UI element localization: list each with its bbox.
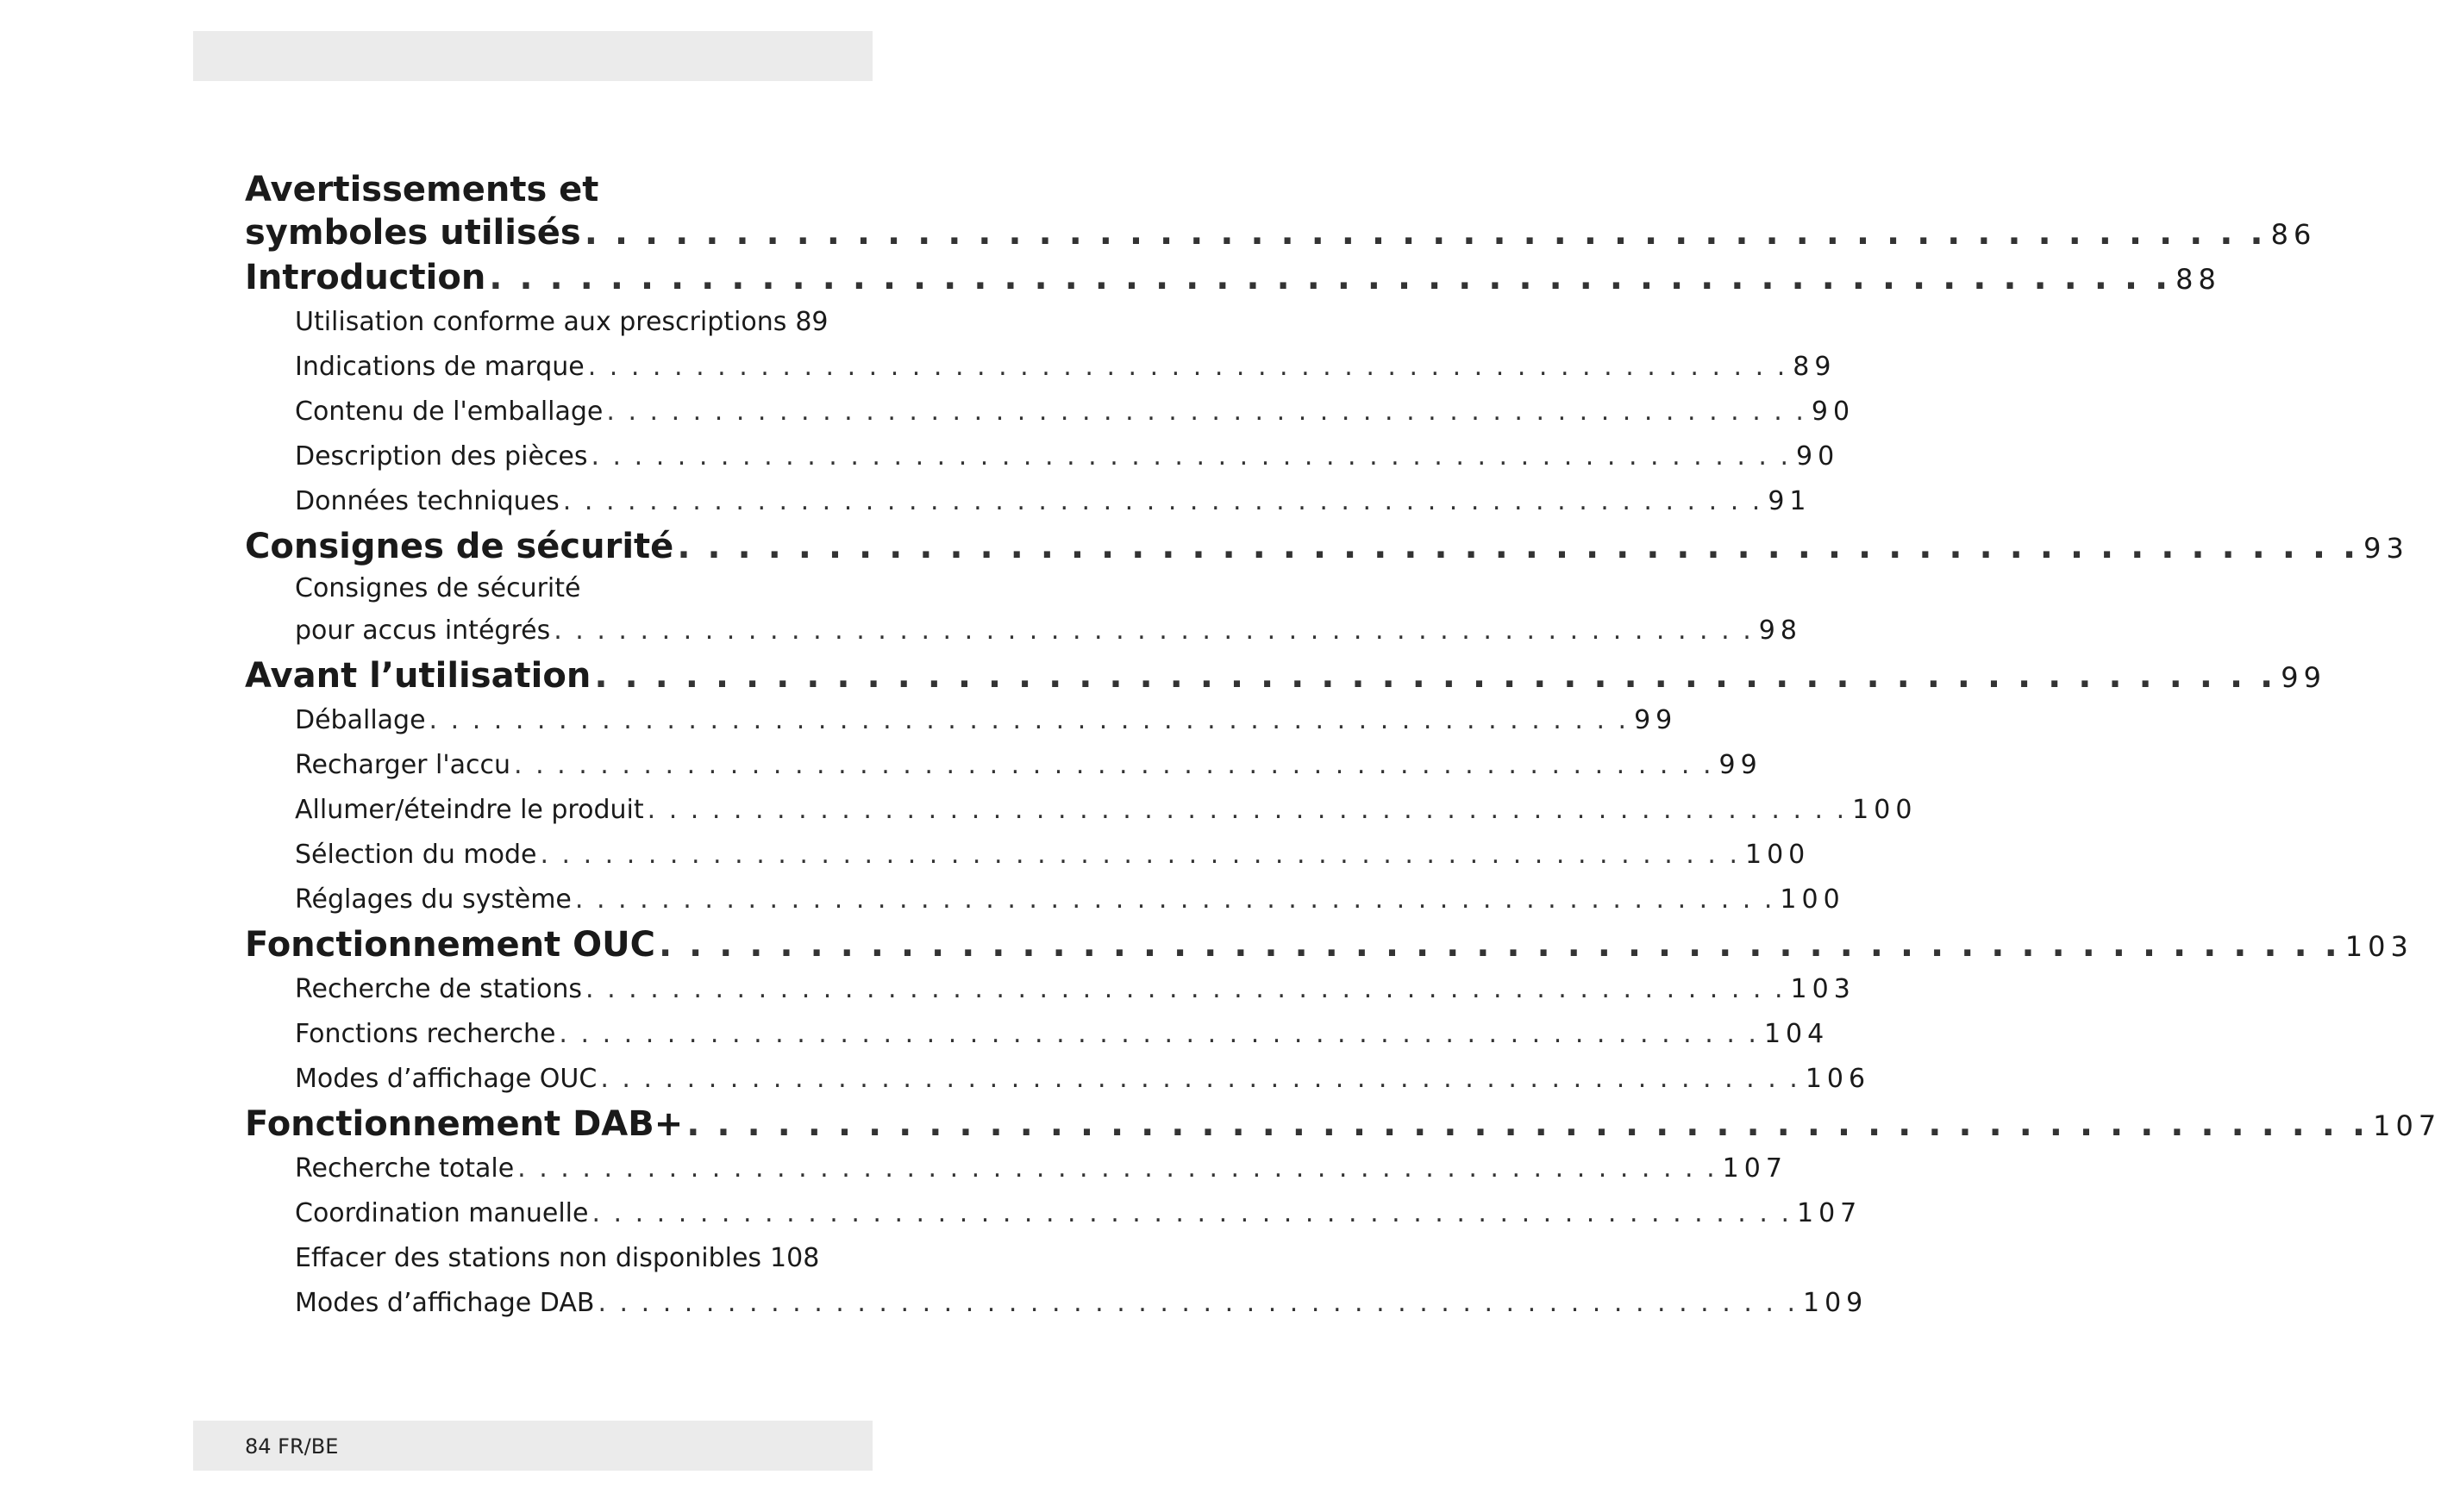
leader-dots — [429, 698, 1630, 743]
toc-heading-warnings[interactable] — [245, 210, 2317, 255]
toc-entry[interactable] — [245, 434, 1840, 479]
page-number: 91 — [1768, 486, 1812, 516]
toc-entry[interactable] — [245, 390, 1856, 434]
page-number: 103 — [2344, 930, 2413, 963]
leader-dots — [606, 390, 1806, 434]
heading-title: Fonctionnement OUC — [245, 925, 655, 965]
leader-dots — [591, 1191, 1792, 1236]
toc-entry[interactable] — [245, 1191, 1862, 1236]
entry-label: Utilisation conforme aux prescriptions — [295, 307, 787, 337]
heading-title: Avant l’utilisation — [245, 656, 591, 696]
leader-dots — [594, 653, 2275, 698]
entry-label: Recharger l'accu — [295, 750, 510, 780]
entry-label: Allumer/éteindre le produit — [295, 795, 644, 825]
leader-dots — [588, 345, 1788, 390]
toc-entry[interactable] — [245, 878, 1845, 922]
toc-entry[interactable] — [245, 698, 1678, 743]
toc-entry[interactable] — [245, 609, 1802, 653]
entry-label: Coordination manuelle — [295, 1198, 589, 1228]
page-number: 99 — [2281, 661, 2326, 694]
page-number: 88 — [2175, 263, 2221, 296]
toc-entry[interactable] — [245, 788, 1918, 833]
toc-entry[interactable] — [245, 479, 1812, 524]
toc-entry[interactable] — [245, 1057, 1871, 1102]
toc-heading-safety[interactable] — [245, 524, 2409, 569]
heading-title: symboles utilisés — [245, 213, 581, 253]
entry-label: Sélection du mode — [295, 840, 537, 870]
leader-dots — [559, 1012, 1759, 1057]
leader-dots — [489, 255, 2170, 300]
leader-dots — [575, 878, 1775, 922]
entry-label: Fonctions recherche — [295, 1019, 556, 1049]
page-number: 100 — [1780, 884, 1845, 915]
page-number: 93 — [2363, 532, 2409, 565]
page-number: 90 — [1811, 397, 1856, 427]
entry-label: Contenu de l'emballage — [295, 397, 604, 427]
leader-dots — [514, 743, 1714, 788]
page-number: 100 — [1744, 840, 1811, 870]
heading-title: Fonctionnement DAB+ — [245, 1104, 684, 1144]
toc-entry-line1 — [245, 569, 814, 609]
entry-label: Effacer des stations non disponibles — [295, 1243, 762, 1273]
toc-entry[interactable] — [245, 743, 1762, 788]
leader-dots — [600, 1057, 1800, 1102]
toc-heading-fm-operation[interactable] — [245, 922, 2413, 967]
heading-title: Introduction — [245, 258, 486, 297]
entry-label: pour accus intégrés — [295, 615, 551, 646]
toc-entry[interactable] — [245, 1146, 1787, 1191]
table-of-contents — [245, 169, 2441, 1326]
leader-dots — [563, 479, 1763, 524]
toc-heading-introduction[interactable] — [245, 255, 2221, 300]
toc-heading-dab-operation[interactable] — [245, 1102, 2441, 1146]
page-number: 106 — [1805, 1064, 1871, 1094]
entry-label: Indications de marque — [295, 352, 585, 382]
page-number: 103 — [1790, 974, 1856, 1004]
page-number: 104 — [1763, 1019, 1830, 1049]
leader-dots — [686, 1102, 2368, 1146]
page-number: 90 — [1796, 441, 1840, 472]
leader-dots — [554, 609, 1754, 653]
leader-dots — [659, 922, 2340, 967]
page-number: 99 — [1718, 750, 1762, 780]
toc-heading-before-use[interactable] — [245, 653, 2326, 698]
page-number: 108 — [770, 1243, 820, 1273]
toc-entry[interactable] — [245, 833, 1811, 878]
page-number: 100 — [1852, 795, 1918, 825]
entry-label: Recherche de stations — [295, 974, 583, 1004]
page-number: 107 — [2373, 1109, 2441, 1142]
toc-entry[interactable] — [245, 1281, 1868, 1326]
page-number: 86 — [2270, 218, 2317, 251]
leader-dots — [598, 1281, 1798, 1326]
entry-label: Description des pièces — [295, 441, 588, 472]
page-number: 107 — [1796, 1198, 1862, 1228]
toc-entry[interactable] — [245, 967, 1856, 1012]
page-number: 107 — [1722, 1153, 1787, 1184]
toc-entry[interactable] — [245, 345, 1837, 390]
page-number: 98 — [1758, 615, 1802, 646]
page-number: 89 — [795, 307, 829, 337]
page-number: 109 — [1803, 1288, 1868, 1318]
entry-label: Recherche totale — [295, 1153, 515, 1184]
page-number: 89 — [1793, 352, 1837, 382]
leader-dots — [540, 833, 1740, 878]
page-footer: 84 FR/BE — [245, 1434, 339, 1459]
entry-label-line1: Consignes de sécurité — [295, 573, 581, 603]
page-number: 99 — [1634, 705, 1678, 735]
entry-label: Données techniques — [295, 486, 560, 516]
toc-entry[interactable] — [245, 1236, 820, 1281]
leader-dots — [591, 434, 1791, 479]
toc-entry[interactable] — [245, 1012, 1830, 1057]
leader-dots — [648, 788, 1848, 833]
leader-dots — [677, 524, 2358, 569]
heading-title-line1: Avertissements et — [245, 170, 599, 209]
leader-dots — [585, 967, 1786, 1012]
leader-dots — [517, 1146, 1718, 1191]
entry-label: Modes d’affichage OUC — [295, 1064, 598, 1094]
entry-label: Déballage — [295, 705, 426, 735]
entry-label: Réglages du système — [295, 884, 572, 915]
toc-heading-line1 — [245, 169, 814, 210]
header-band — [193, 31, 873, 81]
toc-entry[interactable] — [245, 300, 829, 345]
heading-title: Consignes de sécurité — [245, 527, 674, 566]
entry-label: Modes d’affichage DAB — [295, 1288, 595, 1318]
leader-dots — [585, 210, 2266, 255]
